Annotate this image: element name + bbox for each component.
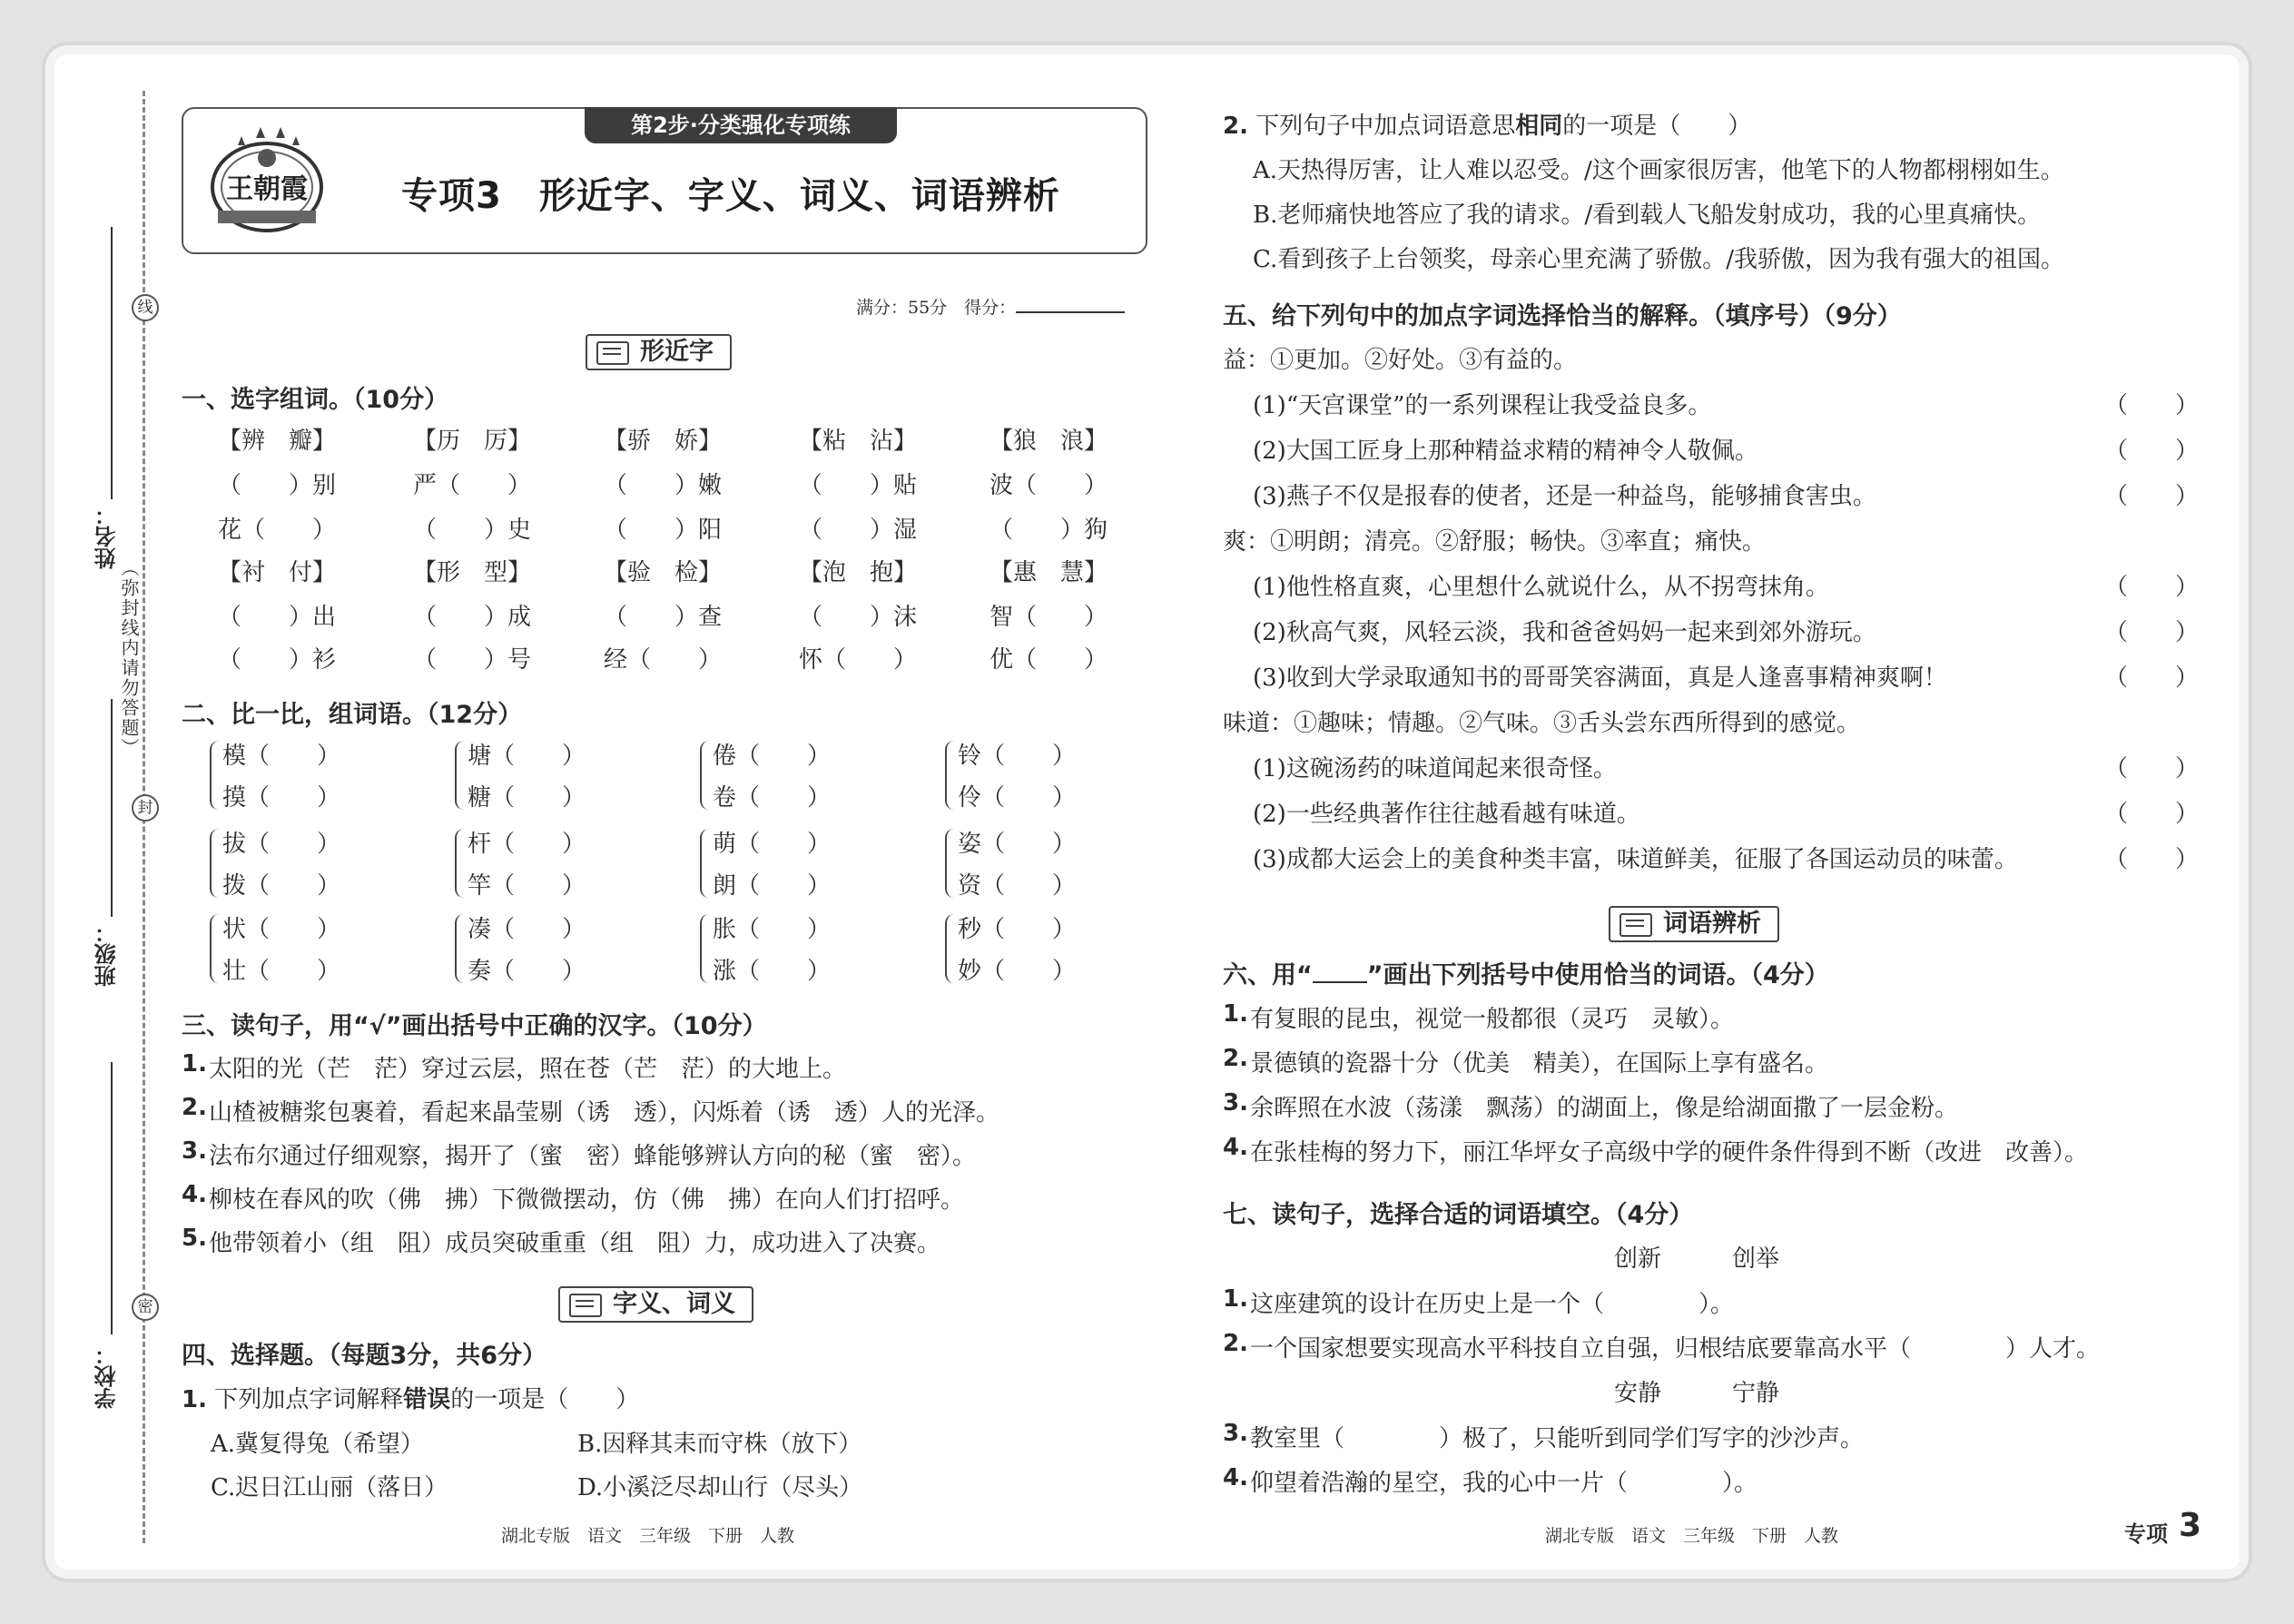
item-number: 4. xyxy=(1223,1464,1248,1491)
q4-1-A[interactable]: A.冀复得兔（希望） xyxy=(211,1431,425,1458)
q4-2-C[interactable]: C.看到孩子上台领奖，母亲心里充满了骄傲。/我骄傲，因为我有强大的祖国。 xyxy=(1253,246,2064,273)
sentence[interactable]: 山楂被糖浆包裹着，看起来晶莹剔（诱 透），闪烁着（诱 透）人的光泽。 xyxy=(209,1099,1000,1127)
sentence: (2)一些经典著作往往越看越有味道。 xyxy=(1253,801,1640,828)
section-xingjinzi: 形近字 xyxy=(586,334,732,370)
word-blank[interactable]: 花（ ） xyxy=(218,517,337,544)
item-number: 1. xyxy=(1223,1000,1248,1028)
item-number: 4. xyxy=(1223,1134,1248,1161)
word-blank[interactable]: 摸（ ） xyxy=(222,784,341,812)
q6-title: 六、用“ ”画出下列括号中使用恰当的词语。（4分） xyxy=(1223,961,1829,989)
word-blank[interactable]: （ ）出 xyxy=(218,604,337,631)
word-blank[interactable]: （ ）沫 xyxy=(799,604,918,631)
q7-words-2: 安静 宁静 xyxy=(1614,1380,1780,1407)
section-ciyu: 词语辨析 xyxy=(1609,906,1779,942)
class-blank[interactable] xyxy=(111,699,113,917)
word-blank[interactable]: 资（ ） xyxy=(958,872,1077,900)
sentence[interactable]: 这座建筑的设计在历史上是一个（ ）。 xyxy=(1250,1291,1735,1318)
answer-blank[interactable]: （ ） xyxy=(2104,755,2200,782)
word-blank[interactable]: 糖（ ） xyxy=(468,784,586,812)
word-blank[interactable]: 涨（ ） xyxy=(713,958,832,985)
underline-sample xyxy=(1313,981,1367,983)
word-blank[interactable]: 萌（ ） xyxy=(713,831,832,858)
book-icon xyxy=(596,341,629,365)
word-blank[interactable]: 凑（ ） xyxy=(468,916,586,943)
sentence[interactable]: 他带领着小（组 阻）成员突破重重（组 阻）力，成功进入了决赛。 xyxy=(209,1230,941,1257)
page-number: 3 xyxy=(2179,1507,2202,1544)
header-box xyxy=(182,107,1147,254)
item-number: 2. xyxy=(1223,1045,1248,1072)
word-blank[interactable]: （ ）狗 xyxy=(989,517,1108,544)
q4-2-A[interactable]: A.天热得厉害，让人难以忍受。/这个画家很厉害，他笔下的人物都栩栩如生。 xyxy=(1253,157,2064,184)
word-blank[interactable]: 壮（ ） xyxy=(222,958,341,985)
q4-1: 1. 下列加点字词解释错误的一项是（ ） xyxy=(182,1386,640,1413)
item-number: 3. xyxy=(1223,1089,1248,1117)
word-blank[interactable]: 怀（ ） xyxy=(799,646,918,674)
answer-blank[interactable]: （ ） xyxy=(2104,619,2200,646)
answer-blank[interactable]: （ ） xyxy=(2104,574,2200,601)
q2-title: 二、比一比，组词语。（12分） xyxy=(182,701,523,729)
word-blank[interactable]: 塘（ ） xyxy=(468,743,586,770)
word-blank[interactable]: （ ）贴 xyxy=(799,472,918,499)
word-blank[interactable]: （ ）嫩 xyxy=(604,472,723,499)
char-pair: 【形 型】 xyxy=(413,559,532,586)
name-blank[interactable] xyxy=(111,227,113,499)
definition: 爽：①明朗；清亮。②舒服；畅快。③率直；痛快。 xyxy=(1223,528,1767,556)
word-blank[interactable]: 竿（ ） xyxy=(468,872,586,900)
word-blank[interactable]: 经（ ） xyxy=(604,646,723,674)
item-number: 1. xyxy=(182,1050,207,1078)
brace xyxy=(945,914,958,983)
footer-left: 湖北专版 语文 三年级 下册 人教 xyxy=(501,1526,795,1546)
word-blank[interactable]: （ ）别 xyxy=(218,472,337,499)
class-label: 班级： xyxy=(94,921,120,987)
sentence[interactable]: 法布尔通过仔细观察，揭开了（蜜 密）蜂能够辨认方向的秘（蜜 密）。 xyxy=(209,1143,977,1170)
answer-blank[interactable]: （ ） xyxy=(2104,483,2200,510)
word-blank[interactable]: （ ）衫 xyxy=(218,646,337,674)
word-blank[interactable]: 妙（ ） xyxy=(958,958,1077,985)
word-blank[interactable]: 状（ ） xyxy=(222,916,341,943)
brace xyxy=(455,914,468,983)
q4-1-C[interactable]: C.迟日江山丽（落日） xyxy=(211,1474,448,1501)
section-ziyi: 字义、词义 xyxy=(558,1286,753,1323)
book-icon xyxy=(1620,913,1652,937)
q1-title: 一、选字组词。（10分） xyxy=(182,386,449,414)
sentence[interactable]: 一个国家想要实现高水平科技自立自强，归根结底要靠高水平（ ）人才。 xyxy=(1250,1335,2101,1363)
word-blank[interactable]: （ ）史 xyxy=(413,517,532,544)
brand-logo-icon xyxy=(203,123,330,236)
score-blank[interactable] xyxy=(1016,311,1125,313)
word-blank[interactable]: 拔（ ） xyxy=(222,831,341,858)
brace xyxy=(210,741,222,810)
char-pair: 【历 厉】 xyxy=(413,428,532,455)
q4-1-D[interactable]: D.小溪泛尽却山行（尽头） xyxy=(577,1474,863,1501)
footer-right: 湖北专版 语文 三年级 下册 人教 xyxy=(1545,1526,1839,1546)
word-blank[interactable]: （ ）成 xyxy=(413,604,532,631)
page-label: 专项 xyxy=(2124,1521,2168,1547)
answer-blank[interactable]: （ ） xyxy=(2104,664,2200,692)
word-blank[interactable]: 姿（ ） xyxy=(958,831,1077,858)
sentence[interactable]: 在张桂梅的努力下，丽江华坪女子高级中学的硬件条件得到不断（改进 改善）。 xyxy=(1250,1139,2089,1166)
brace xyxy=(945,829,958,898)
sentence[interactable]: 景德镇的瓷器十分（优美 精美），在国际上享有盛名。 xyxy=(1250,1050,1829,1078)
word-blank[interactable]: 智（ ） xyxy=(989,604,1108,631)
q7-title: 七、读句子，选择合适的词语填空。（4分） xyxy=(1223,1201,1694,1229)
item-number: 1. xyxy=(1223,1285,1248,1313)
sentence: (3)成都大运会上的美食种类丰富，味道鲜美，征服了各国运动员的味蕾。 xyxy=(1253,846,2018,873)
q4-title: 四、选择题。（每题3分，共6分） xyxy=(182,1342,547,1370)
item-number: 2. xyxy=(182,1094,207,1121)
seal-mark-2: 密 xyxy=(132,1294,159,1321)
svg-text:王朝霞: 王朝霞 xyxy=(226,173,308,205)
school-label: 学校： xyxy=(94,1343,120,1409)
sentence: (1)“天宫课堂”的一系列课程让我受益良多。 xyxy=(1253,392,1712,419)
step-label: 第2步·分类强化专项练 xyxy=(631,113,851,138)
q3-title: 三、读句子，用“√”画出括号中正确的汉字。（10分） xyxy=(182,1012,767,1040)
item-number: 3. xyxy=(182,1137,207,1165)
score-line: 满分：55分 得分： xyxy=(856,294,1125,319)
sentence: (1)他性格直爽，心里想什么就说什么，从不拐弯抹角。 xyxy=(1253,574,1829,601)
sentence[interactable]: 仰望着浩瀚的星空，我的心中一片（ ）。 xyxy=(1250,1470,1758,1497)
char-pair: 【衬 付】 xyxy=(218,559,337,586)
item-number: 5. xyxy=(182,1225,207,1252)
sentence: (3)燕子不仅是报春的使者，还是一种益鸟，能够捕食害虫。 xyxy=(1253,483,1876,510)
name-label: 姓名： xyxy=(94,504,120,569)
answer-blank[interactable]: （ ） xyxy=(2104,846,2200,873)
seal-mark: 封 xyxy=(132,794,159,822)
brace xyxy=(210,829,222,898)
word-blank[interactable]: 铃（ ） xyxy=(958,743,1077,770)
answer-blank[interactable]: （ ） xyxy=(2104,801,2200,828)
char-pair: 【狼 浪】 xyxy=(989,428,1108,455)
answer-blank[interactable]: （ ） xyxy=(2104,438,2200,465)
char-pair: 【粘 沾】 xyxy=(799,428,918,455)
line-mark: 线 xyxy=(132,294,159,321)
q7-words-1: 创新 创举 xyxy=(1614,1245,1780,1273)
brace xyxy=(700,741,713,810)
definition: 味道：①趣味；情趣。②气味。③舌头尝东西所得到的感觉。 xyxy=(1223,710,1861,737)
seal-note: （弥封线内请勿答题） xyxy=(118,558,140,758)
item-number: 2. xyxy=(1223,1330,1248,1357)
sentence: (1)这碗汤药的味道闻起来很奇怪。 xyxy=(1253,755,1617,782)
word-blank[interactable]: （ ）查 xyxy=(604,604,723,631)
char-pair: 【验 检】 xyxy=(604,559,723,586)
brace xyxy=(700,829,713,898)
word-blank[interactable]: 倦（ ） xyxy=(713,743,832,770)
word-blank[interactable]: 优（ ） xyxy=(989,646,1108,674)
book-icon xyxy=(569,1294,602,1317)
char-pair: 【骄 娇】 xyxy=(604,428,723,455)
school-blank[interactable] xyxy=(111,1062,113,1334)
brace xyxy=(455,741,468,810)
word-blank[interactable]: （ ）阳 xyxy=(604,517,723,544)
word-blank[interactable]: 模（ ） xyxy=(222,743,341,770)
sentence[interactable]: 余晖照在水波（荡漾 飘荡）的湖面上，像是给湖面撒了一层金粉。 xyxy=(1250,1095,1959,1122)
char-pair: 【辨 瓣】 xyxy=(218,428,337,455)
char-pair: 【惠 慧】 xyxy=(989,559,1108,586)
word-blank[interactable]: 朗（ ） xyxy=(713,872,832,900)
brace xyxy=(700,914,713,983)
q4-1-B[interactable]: B.因释其耒而守株（放下） xyxy=(577,1431,862,1458)
word-blank[interactable]: 卷（ ） xyxy=(713,784,832,812)
sentence: (2)秋高气爽，风轻云淡，我和爸爸妈妈一起来到郊外游玩。 xyxy=(1253,619,1876,646)
sentence[interactable]: 教室里（ ）极了，只能听到同学们写字的沙沙声。 xyxy=(1250,1425,1865,1452)
word-blank[interactable]: 奏（ ） xyxy=(468,958,586,985)
word-blank[interactable]: （ ）湿 xyxy=(799,517,918,544)
answer-blank[interactable]: （ ） xyxy=(2104,392,2200,419)
word-blank[interactable]: 秒（ ） xyxy=(958,916,1077,943)
sentence[interactable]: 太阳的光（芒 茫）穿过云层，照在苍（芒 茫）的大地上。 xyxy=(209,1056,847,1083)
word-blank[interactable]: 胀（ ） xyxy=(713,916,832,943)
brace xyxy=(210,914,222,983)
definition: 益：①更加。②好处。③有益的。 xyxy=(1223,347,1578,374)
word-blank[interactable]: 杆（ ） xyxy=(468,831,586,858)
q4-2: 2. 下列句子中加点词语意思相同的一项是（ ） xyxy=(1223,113,1752,140)
char-pair: 【泡 抱】 xyxy=(799,559,918,586)
step-bar xyxy=(585,107,897,143)
q5-title: 五、给下列句中的加点字词选择恰当的解释。（填序号）（9分） xyxy=(1223,302,1902,330)
sentence[interactable]: 有复眼的昆虫，视觉一般都很（灵巧 灵敏）。 xyxy=(1250,1006,1735,1033)
brace xyxy=(945,741,958,810)
item-number: 3. xyxy=(1223,1420,1248,1447)
q4-2-B[interactable]: B.老师痛快地答应了我的请求。/看到载人飞船发射成功，我的心里真痛快。 xyxy=(1253,202,2042,229)
brace xyxy=(455,829,468,898)
item-number: 4. xyxy=(182,1181,207,1208)
sentence: (2)大国工匠身上那种精益求精的精神令人敬佩。 xyxy=(1253,438,1758,465)
word-blank[interactable]: （ ）号 xyxy=(413,646,532,674)
sentence: (3)收到大学录取通知书的哥哥笑容满面，真是人逢喜事精神爽啊！ xyxy=(1253,664,1947,692)
page-title: 专项3 形近字、字义、词义、词语辨析 xyxy=(401,175,1060,217)
word-blank[interactable]: 严（ ） xyxy=(413,472,532,499)
word-blank[interactable]: 伶（ ） xyxy=(958,784,1077,812)
word-blank[interactable]: 波（ ） xyxy=(989,472,1108,499)
word-blank[interactable]: 拨（ ） xyxy=(222,872,341,900)
sentence[interactable]: 柳枝在春风的吹（佛 拂）下微微摆动，仿（佛 拂）在向人们打招呼。 xyxy=(209,1186,965,1214)
